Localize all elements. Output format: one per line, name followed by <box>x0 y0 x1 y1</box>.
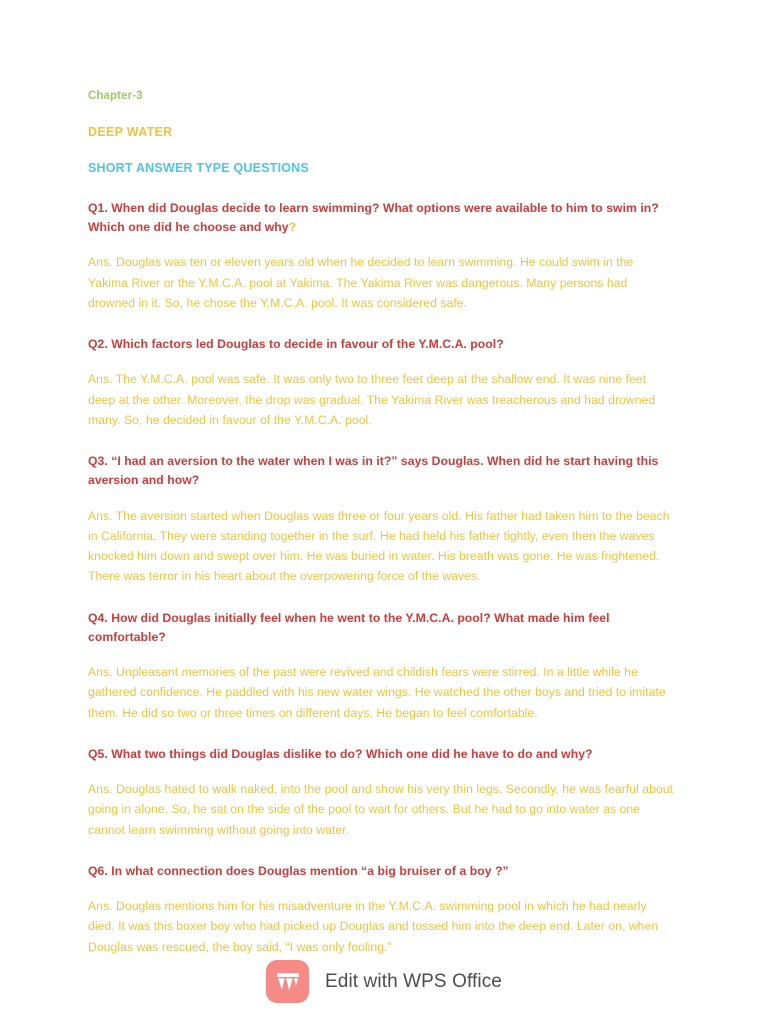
question-body: Q2. Which factors led Douglas to decide in favour of the Y.M.C.A. pool? <box>88 337 504 352</box>
question-body: Q3. “I had an aversion to the water when I was in it?” says Douglas. When did he start having this aversion and how? <box>88 454 659 488</box>
question-text <box>88 862 676 881</box>
qa-block <box>88 199 676 313</box>
question-text <box>88 745 676 764</box>
qa-block <box>88 609 676 723</box>
qa-block <box>88 335 676 430</box>
answer-text: Ans. Unpleasant memories of the past were revived and childish fears were stirred. In a little while he gathered confidence. He paddled with his new water wings. He watched the other boys and tried to imitate them. He did so two or three times on different days. He began to feel comfortable. <box>88 665 666 720</box>
answer-text: Ans. Douglas hated to walk naked, into the pool and show his very thin legs. Secondly, he was fearful about going in alone. So, he sat on the side of the pool to wait for others. But he had to go into water as one cannot learn swimming without going into water. <box>88 782 674 837</box>
section-title: SHORT ANSWER TYPE QUESTIONS <box>88 160 309 175</box>
wps-edit-banner[interactable] <box>0 960 768 1003</box>
page-title: DEEP WATER <box>88 124 173 139</box>
answer-text: Ans. Douglas was ten or eleven years old when he decided to learn swimming. He could swim in the Yakima River or the Y.M.C.A. pool at Yakima. The Yakima River was dangerous. Many persons had drowned in it. So, he chose the Y.M.C.A. pool. It was considered safe. <box>88 255 634 310</box>
answer-text: Ans. Douglas mentions him for his misadventure in the Y.M.C.A. swimming pool in which he had nearly died. It was this boxer boy who had picked up Douglas and tossed him into the deep end. Later on, when Douglas was rescued, the boy said, “I was only fooling.” <box>88 899 659 954</box>
chapter-label: Chapter-3 <box>88 90 143 102</box>
answer-text: Ans. The aversion started when Douglas was three or four years old. His father had taken him to the beach in California. They were standing together in the surf. He had held his father tightly, even then the waves knocked him down and swept over him. He was buried in water. His breath was gone. He was frightened. There was terror in his heart about the overpowering force of the waves. <box>88 508 670 584</box>
wps-edit-banner-label: Edit with WPS Office <box>325 971 502 992</box>
question-text <box>88 609 676 648</box>
question-text <box>88 335 676 354</box>
question-tail-mark: ? <box>288 220 297 235</box>
question-body: Q1. When did Douglas decide to learn swimming? What options were available to him to swim in? Which one did he choose and why <box>88 200 659 235</box>
qa-block <box>88 745 676 840</box>
qa-block <box>88 862 676 957</box>
question-text <box>88 452 676 491</box>
answer-text: Ans. The Y.M.C.A. pool was safe. It was only two to three feet deep at the shallow end. It was nine feet deep at the other. Moreover, the drop was gradual. The Yakima River was treacherous and had drowned many. So, he decided in favour of the Y.M.C.A. pool. <box>88 372 656 427</box>
wps-office-logo-icon <box>266 960 309 1003</box>
qa-block <box>88 452 676 587</box>
question-body: Q4. How did Douglas initially feel when he went to the Y.M.C.A. pool? What made him feel comfortable? <box>88 610 610 644</box>
document-body <box>88 90 676 957</box>
question-text <box>88 199 676 238</box>
question-body: Q6. In what connection does Douglas mention “a big bruiser of a boy ?” <box>88 863 509 878</box>
question-body: Q5. What two things did Douglas dislike to do? Which one did he have to do and why? <box>88 746 593 761</box>
